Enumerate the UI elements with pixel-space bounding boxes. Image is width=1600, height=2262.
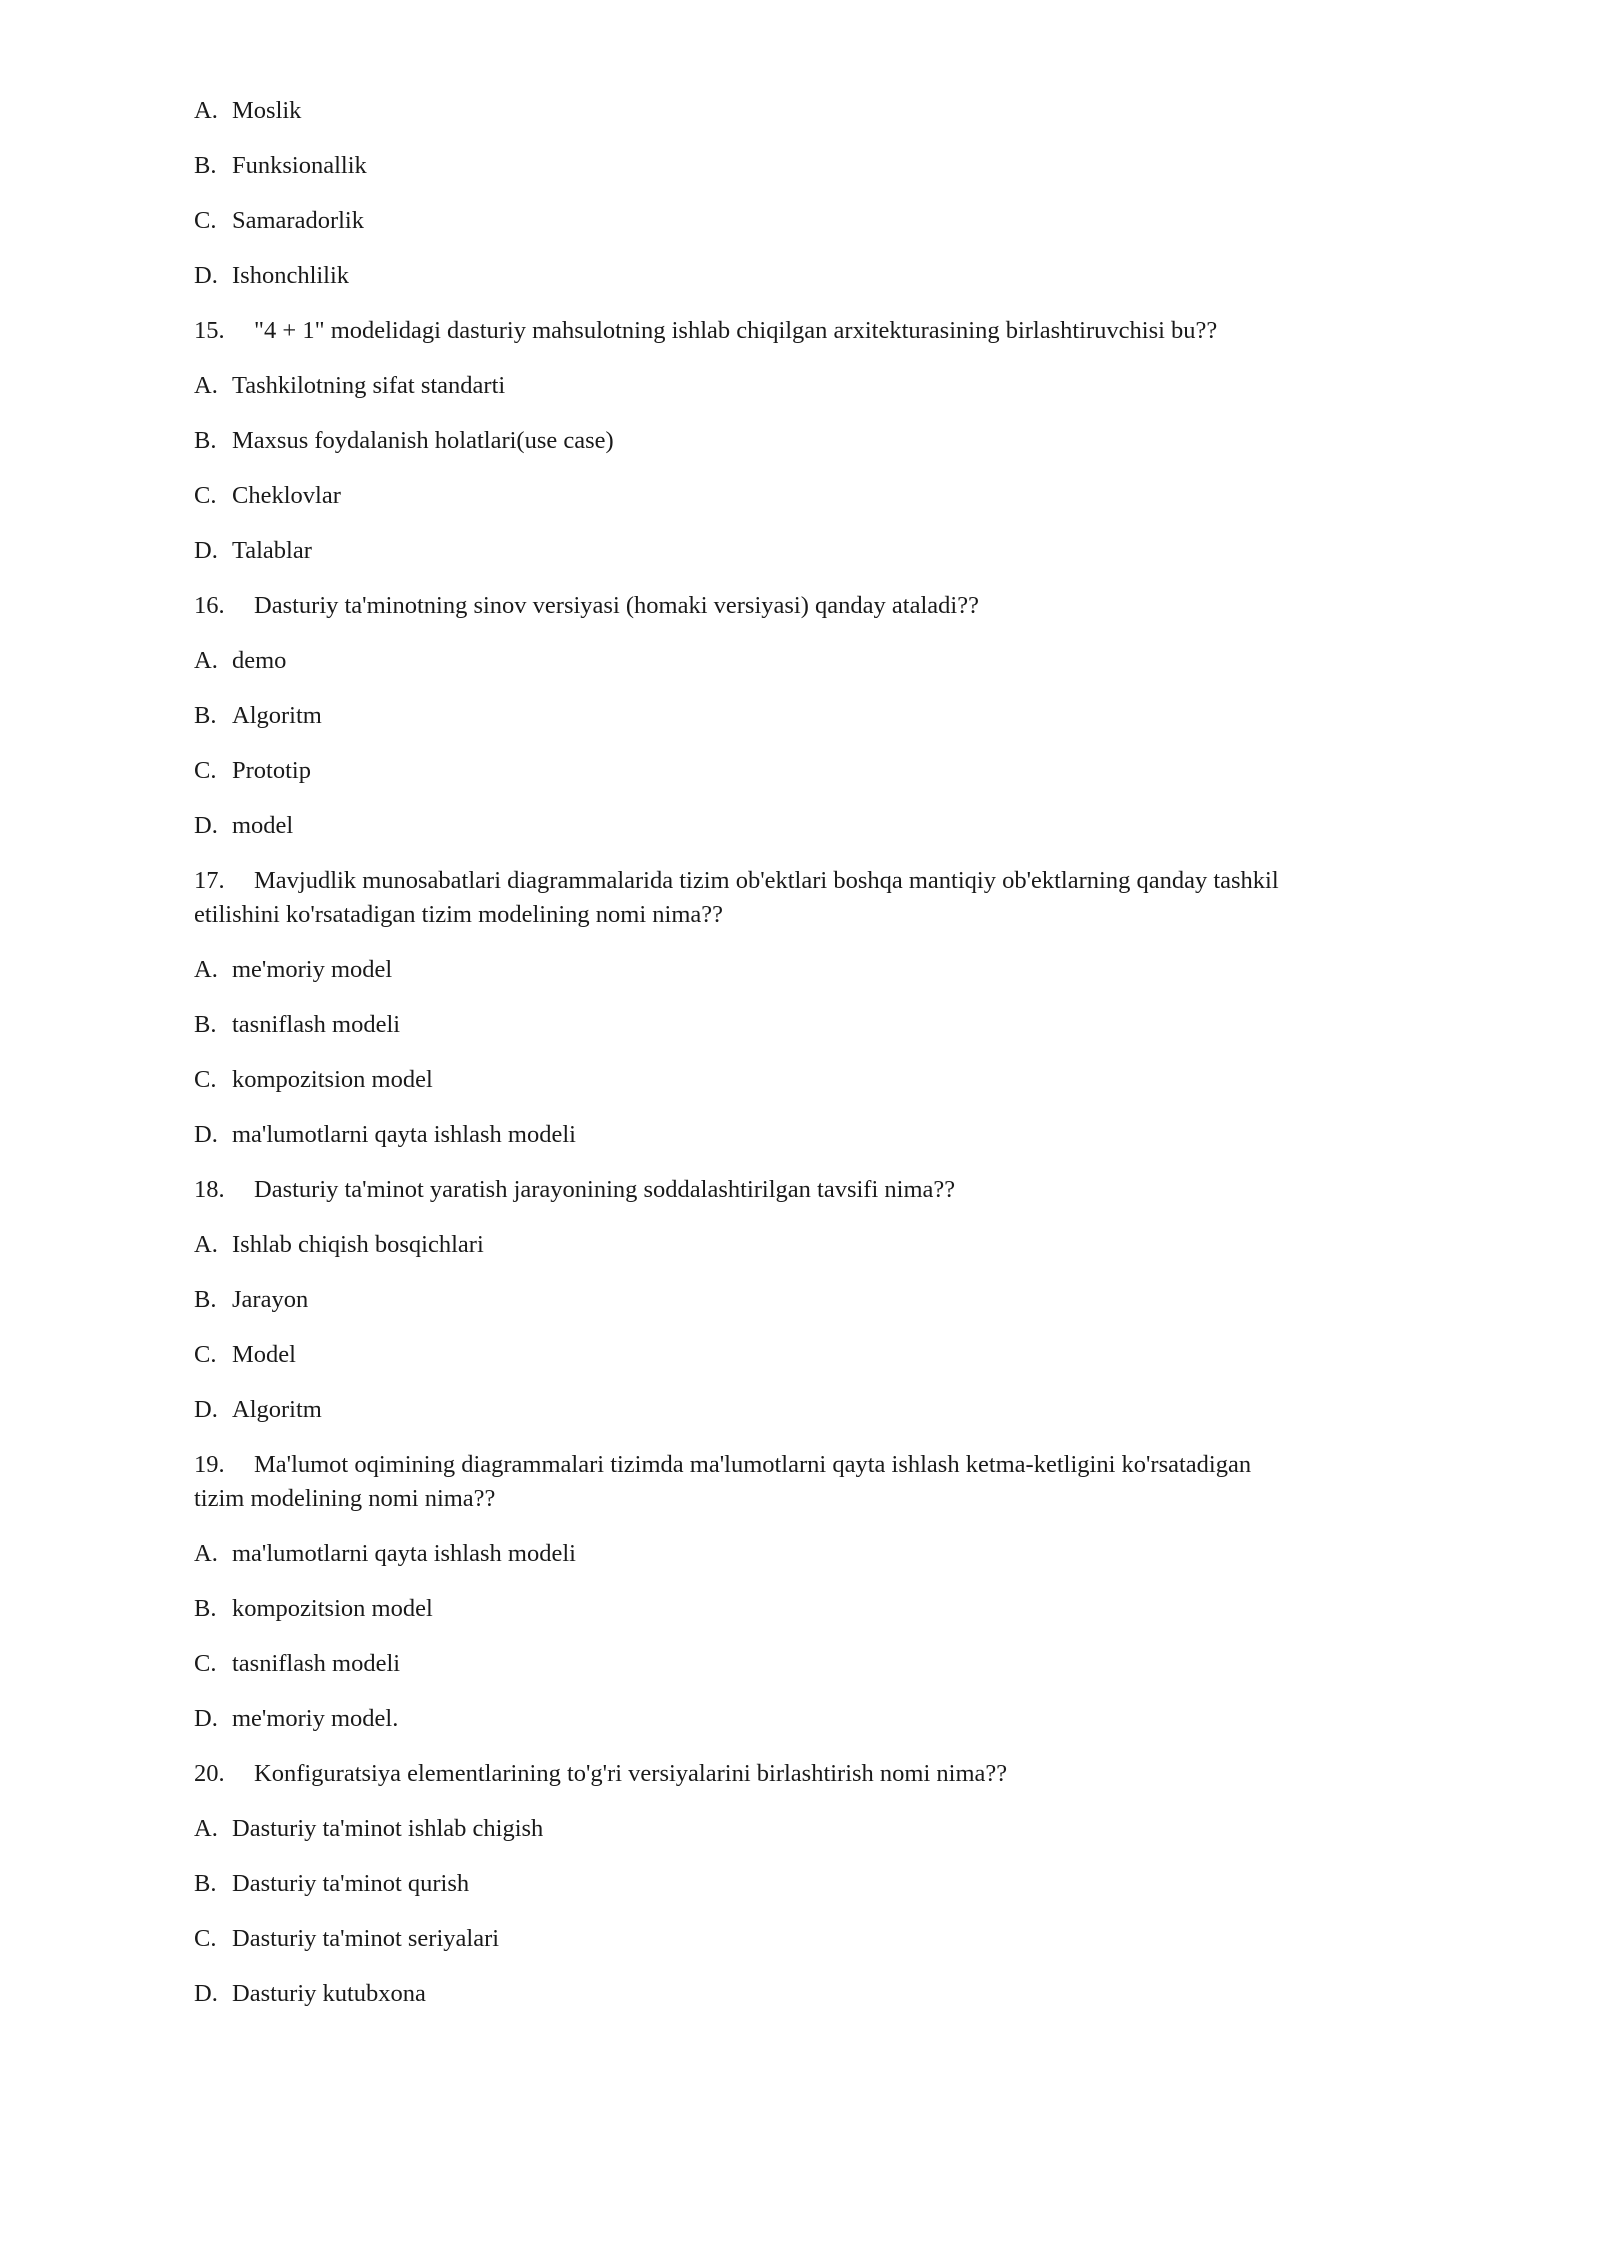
option-text: Ishonchlilik xyxy=(232,262,350,289)
option-text: model xyxy=(232,812,294,839)
option-letter: B. xyxy=(194,152,217,179)
option-text: kompozitsion model xyxy=(232,1066,433,1093)
option-text: Dasturiy ta'minot qurish xyxy=(232,1870,470,1897)
option-text: Prototip xyxy=(232,757,311,784)
option-letter: D. xyxy=(194,1121,218,1148)
option-text: Moslik xyxy=(232,97,302,124)
question-text: Mavjudlik munosabatlari diagrammalarida tizim ob'ektlari boshqa mantiqiy ob'ektlarning qanday tashkil xyxy=(254,867,1279,894)
option-text: tasniflash modeli xyxy=(232,1650,401,1677)
question-number: 15. xyxy=(194,317,225,344)
question-text: Dasturiy ta'minot yaratish jarayonining soddalashtirilgan tavsifi nima?? xyxy=(254,1176,956,1203)
option-letter: D. xyxy=(194,1980,218,2007)
option-line xyxy=(194,953,392,987)
option-line xyxy=(194,1228,484,1262)
option-line xyxy=(194,644,286,678)
option-line xyxy=(194,1812,543,1846)
option-text: demo xyxy=(232,647,287,674)
option-line xyxy=(194,699,322,733)
option-letter: D. xyxy=(194,1705,218,1732)
option-letter: D. xyxy=(194,812,218,839)
option-line xyxy=(194,1338,296,1372)
option-text: Ishlab chiqish bosqichlari xyxy=(232,1231,484,1258)
option-letter: B. xyxy=(194,427,217,454)
option-letter: A. xyxy=(194,956,218,983)
option-line xyxy=(194,369,505,403)
option-text: Tashkilotning sifat standarti xyxy=(232,372,506,399)
option-letter: B. xyxy=(194,1286,217,1313)
option-text: Samaradorlik xyxy=(232,207,364,234)
option-text: Algoritm xyxy=(232,1396,322,1423)
option-line xyxy=(194,1537,576,1571)
option-text: Dasturiy ta'minot ishlab chigish xyxy=(232,1815,544,1842)
question-text-continuation: tizim modelining nomi nima?? xyxy=(194,1485,496,1512)
option-letter: C. xyxy=(194,1066,217,1093)
question-line xyxy=(194,314,1217,348)
question-line xyxy=(194,1173,955,1207)
question-line xyxy=(194,864,1279,898)
question-line xyxy=(194,589,979,623)
option-text: ma'lumotlarni qayta ishlash modeli xyxy=(232,1121,576,1148)
option-line xyxy=(194,479,341,513)
option-letter: A. xyxy=(194,1815,218,1842)
option-text: me'moriy model xyxy=(232,956,393,983)
option-letter: A. xyxy=(194,97,218,124)
question-number: 17. xyxy=(194,867,225,894)
option-line xyxy=(194,1063,433,1097)
question-number: 18. xyxy=(194,1176,225,1203)
question-text: Ma'lumot oqimining diagrammalari tizimda ma'lumotlarni qayta ishlash ketma-ketligini ko'rsatadigan xyxy=(254,1451,1252,1478)
question-text: Dasturiy ta'minotning sinov versiyasi (homaki versiyasi) qanday ataladi?? xyxy=(254,592,979,619)
option-line xyxy=(194,1008,400,1042)
option-letter: A. xyxy=(194,372,218,399)
option-text: Algoritm xyxy=(232,702,322,729)
option-text: me'moriy model. xyxy=(232,1705,399,1732)
option-letter: D. xyxy=(194,537,218,564)
question-number: 20. xyxy=(194,1760,225,1787)
option-line xyxy=(194,1647,400,1681)
question-line xyxy=(194,1757,1007,1791)
option-line xyxy=(194,754,311,788)
question-number: 19. xyxy=(194,1451,225,1478)
option-letter: A. xyxy=(194,1231,218,1258)
option-text: Talablar xyxy=(232,537,312,564)
option-text: ma'lumotlarni qayta ishlash modeli xyxy=(232,1540,576,1567)
option-letter: C. xyxy=(194,757,217,784)
option-line xyxy=(194,1922,499,1956)
option-letter: A. xyxy=(194,647,218,674)
option-line xyxy=(194,1592,433,1626)
option-line xyxy=(194,94,301,128)
option-text: Cheklovlar xyxy=(232,482,341,509)
option-line xyxy=(194,149,367,183)
option-line xyxy=(194,1393,322,1427)
option-text: kompozitsion model xyxy=(232,1595,433,1622)
option-line xyxy=(194,1702,398,1736)
option-letter: A. xyxy=(194,1540,218,1567)
option-line xyxy=(194,809,293,843)
option-letter: C. xyxy=(194,1341,217,1368)
option-letter: C. xyxy=(194,1925,217,1952)
option-text: Model xyxy=(232,1341,296,1368)
option-line xyxy=(194,1977,426,2011)
option-letter: D. xyxy=(194,1396,218,1423)
option-line xyxy=(194,534,312,568)
question-line xyxy=(194,1448,1251,1482)
option-line xyxy=(194,1867,469,1901)
option-text: Jarayon xyxy=(232,1286,309,1313)
option-letter: C. xyxy=(194,1650,217,1677)
option-text: Maxsus foydalanish holatlari(use case) xyxy=(232,427,614,454)
option-letter: B. xyxy=(194,1595,217,1622)
option-line xyxy=(194,1118,576,1152)
option-letter: B. xyxy=(194,702,217,729)
option-text: Dasturiy ta'minot seriyalari xyxy=(232,1925,500,1952)
option-letter: C. xyxy=(194,207,217,234)
option-line xyxy=(194,204,364,238)
option-line xyxy=(194,424,614,458)
option-text: Dasturiy kutubxona xyxy=(232,1980,426,2007)
question-text: "4 + 1" modelidagi dasturiy mahsulotning ishlab chiqilgan arxitekturasining birlashtiruvchisi bu?? xyxy=(254,317,1218,344)
option-letter: C. xyxy=(194,482,217,509)
option-line xyxy=(194,1283,308,1317)
option-letter: B. xyxy=(194,1011,217,1038)
option-text: Funksionallik xyxy=(232,152,367,179)
option-text: tasniflash modeli xyxy=(232,1011,401,1038)
option-letter: D. xyxy=(194,262,218,289)
question-number: 16. xyxy=(194,592,225,619)
option-line xyxy=(194,259,349,293)
question-text-continuation: etilishini ko'rsatadigan tizim modelining nomi nima?? xyxy=(194,901,724,928)
question-text: Konfiguratsiya elementlarining to'g'ri versiyalarini birlashtirish nomi nima?? xyxy=(254,1760,1008,1787)
option-letter: B. xyxy=(194,1870,217,1897)
